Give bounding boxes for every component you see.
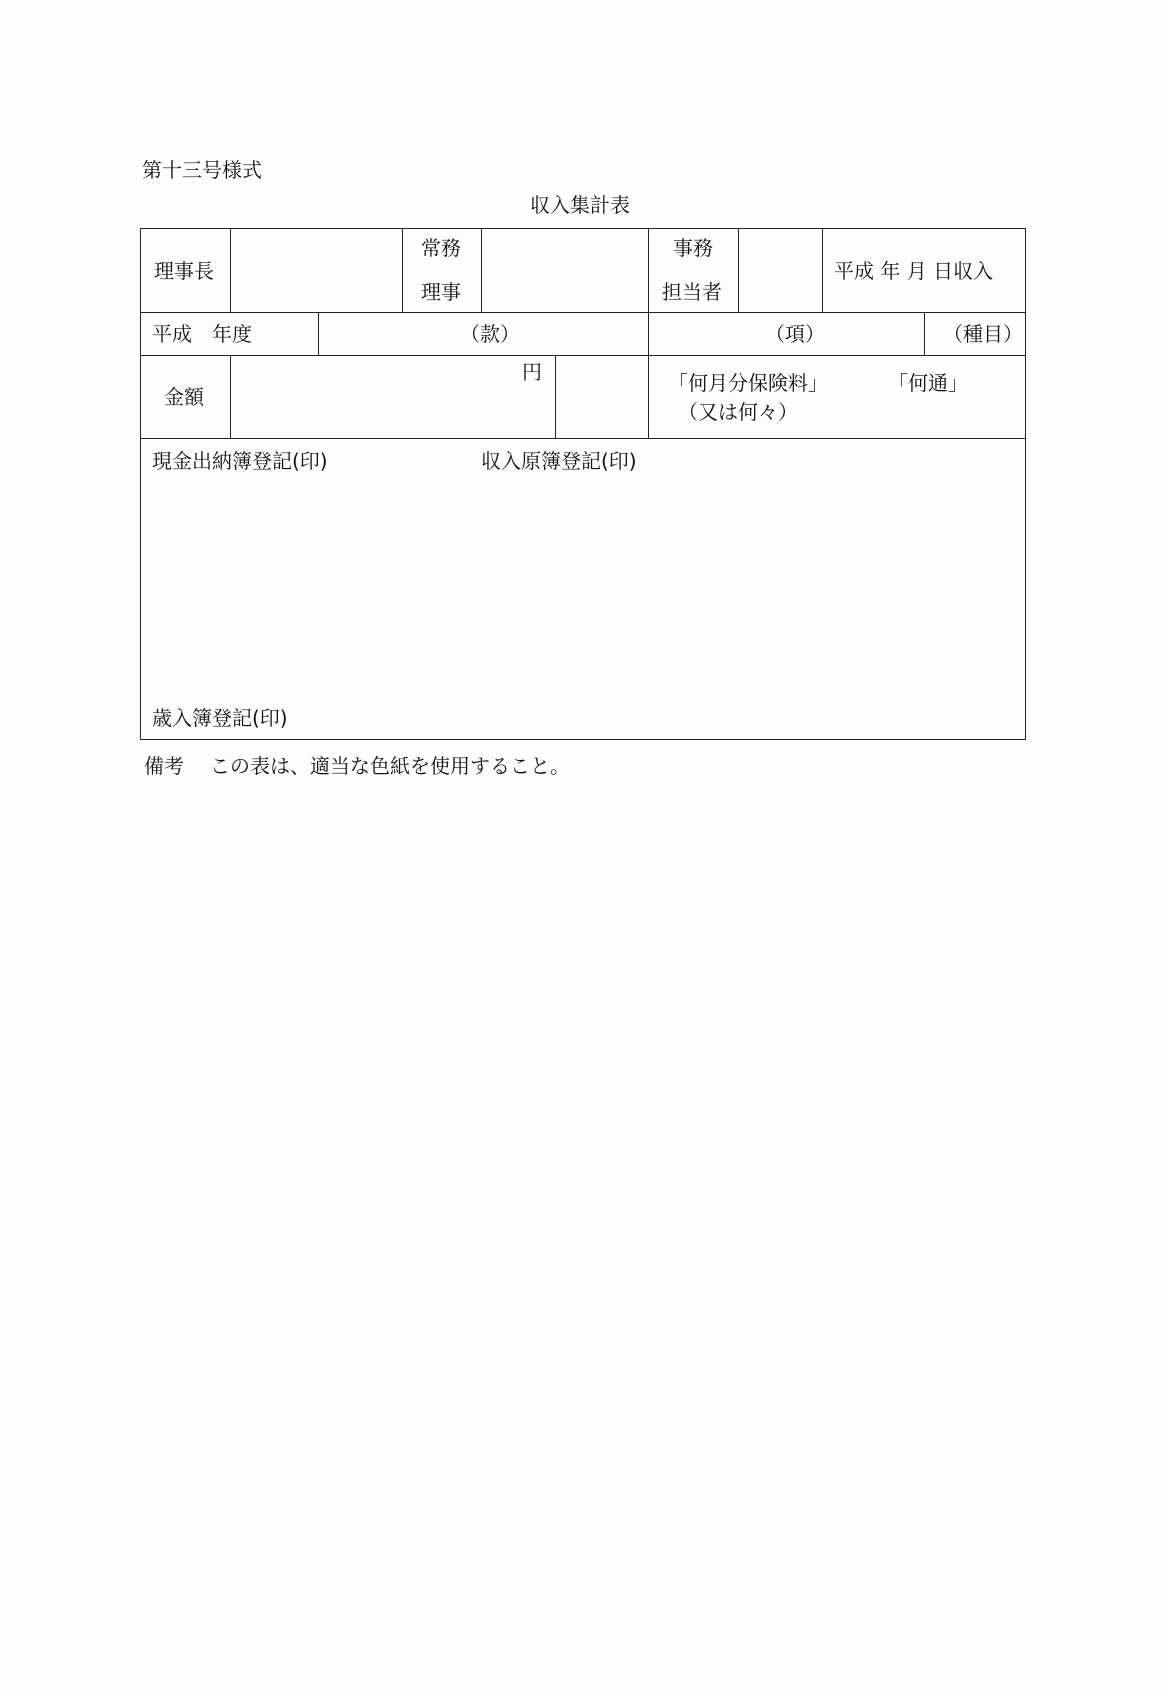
category-label: （種目） [943,322,1023,346]
income-summary-table [140,228,1026,740]
row3-divider-b [555,355,556,438]
row1-divider-c [481,228,482,312]
form-title: 収入集計表 [530,193,630,217]
row1-divider-a [230,228,231,312]
amount-label: 金額 [164,385,204,409]
row-divider-1 [140,312,1026,313]
section-label: （款） [460,322,520,346]
row3-divider-a [230,355,231,438]
row1-divider-d [648,228,649,312]
staff-label-line1: 事務 [673,236,713,260]
receipt-date-label: 平成 年 月 日収入 [834,259,994,283]
row2-divider-a [318,312,319,355]
cash-ledger-stamp-label: 現金出納簿登記(印) [152,449,328,473]
row1-divider-f [822,228,823,312]
managing-director-label-line1: 常務 [421,236,461,260]
row2-divider-b [648,312,649,355]
alternative-description: （又は何々） [678,400,798,424]
staff-label-line2: 担当者 [662,280,722,304]
row-divider-3 [140,438,1026,439]
premium-description: 「何月分保険料」 [668,371,828,395]
revenue-ledger-stamp-label: 収入原簿登記(印) [481,449,637,473]
managing-director-label-line2: 理事 [421,280,461,304]
row3-divider-c [648,355,649,438]
fiscal-year-label: 平成 年度 [152,322,252,346]
chairman-label: 理事長 [154,259,214,283]
row1-divider-e [738,228,739,312]
count-description: 「何通」 [888,371,968,395]
row1-divider-b [402,228,403,312]
row2-divider-c [924,312,925,355]
row-divider-2 [140,355,1026,356]
note-label: 備考 [144,754,184,778]
note-text: この表は、適当な色紙を使用すること。 [210,754,570,778]
item-label: （項） [765,322,825,346]
annual-ledger-stamp-label: 歳入簿登記(印) [152,706,288,730]
form-number: 第十三号様式 [142,158,262,182]
yen-unit: 円 [522,360,542,384]
